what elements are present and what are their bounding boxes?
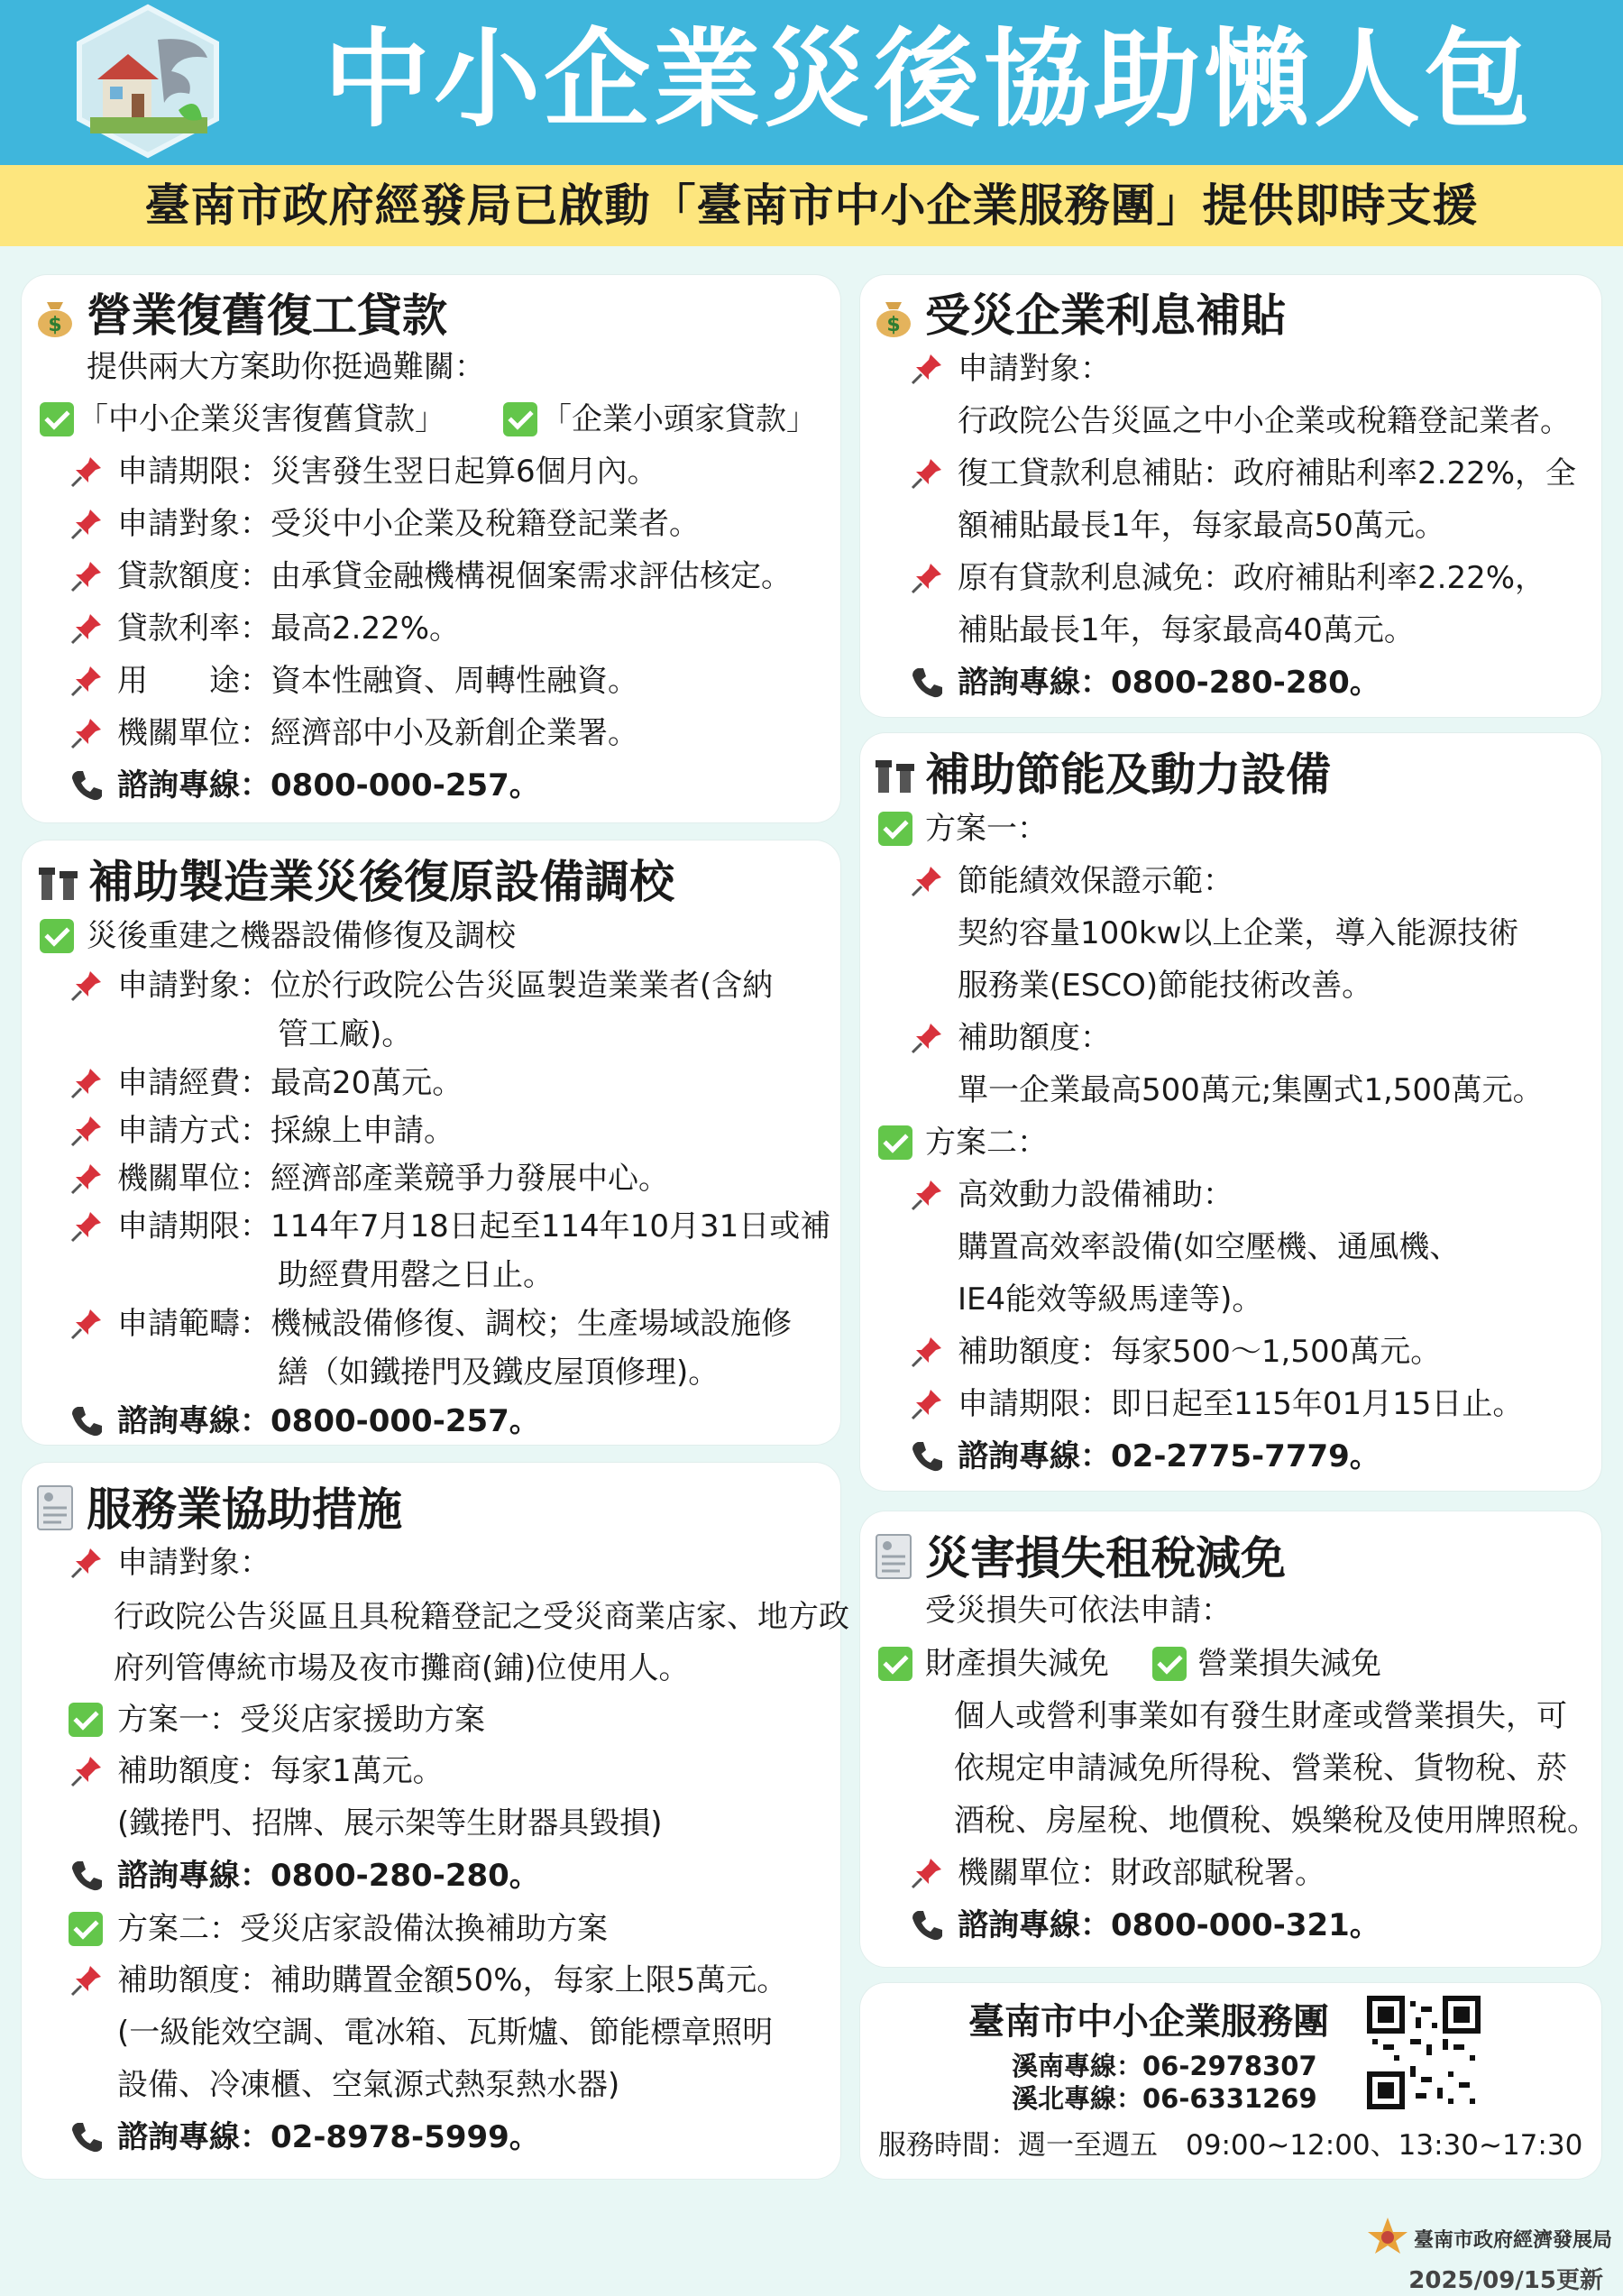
interest-sub2: 原有貸款利息減免：政府補貼利率2.22%， xyxy=(958,560,1546,596)
pushpin-icon xyxy=(69,1545,105,1581)
service-plan1-amount: 補助額度：每家1萬元。 xyxy=(117,1753,444,1789)
pushpin-icon xyxy=(69,1208,105,1244)
interest-target-line: 行政院公告災區之中小企業或稅籍登記業者。 xyxy=(958,403,1571,439)
energy-hotline: 諮詢專線：02-2775-7779。 xyxy=(958,1438,1380,1474)
pushpin-icon xyxy=(909,863,945,899)
service-target: 申請對象： xyxy=(117,1545,270,1581)
mfg-method: 申請方式：採線上申請。 xyxy=(117,1113,454,1149)
mfg-agency: 機關單位：經濟部產業競爭力發展中心。 xyxy=(117,1161,669,1197)
pushpin-icon xyxy=(69,968,105,1004)
footer-org: 臺南市政府經濟發展局 xyxy=(1414,2229,1613,2252)
loan-item: 貸款利率：最高2.22%。 xyxy=(117,611,461,647)
manufacturing-sub: 災後重建之機器設備修復及調校 xyxy=(87,918,516,954)
loan-card xyxy=(22,275,840,822)
tools-icon xyxy=(36,860,81,905)
pushpin-icon xyxy=(69,663,105,699)
disaster-house-logo-icon xyxy=(72,4,224,159)
pushpin-icon xyxy=(909,1855,945,1891)
check-icon xyxy=(69,1912,103,1946)
check-icon xyxy=(503,402,537,436)
loan-item: 機關單位：經濟部中小及新創企業署。 xyxy=(117,715,638,751)
loan-hotline: 諮詢專線：0800-000-257。 xyxy=(117,767,540,804)
service-card xyxy=(22,1463,849,2179)
service-plan2: 方案二：受災店家設備汰換補助方案 xyxy=(117,1911,608,1947)
interest-card xyxy=(860,275,1601,717)
pushpin-icon xyxy=(909,351,945,387)
loan-item: 申請期限：災害發生翌日起算6個月內。 xyxy=(117,454,658,490)
interest-title: 受災企業利息補貼 xyxy=(925,289,1286,342)
phone-icon xyxy=(909,1438,945,1474)
tax-text-line: 依規定申請減免所得稅、營業稅、貨物稅、菸 xyxy=(954,1750,1567,1786)
pushpin-icon xyxy=(69,1065,105,1101)
phone-icon xyxy=(69,1858,105,1894)
service-plan2-amount: 補助額度：補助購置金額50%，每家上限5萬元。 xyxy=(117,1962,788,1998)
pushpin-icon xyxy=(69,1161,105,1197)
tax-hotline: 諮詢專線：0800-000-321。 xyxy=(958,1907,1380,1943)
tax-option: 財產損失減免 xyxy=(925,1646,1109,1682)
qr-code-icon[interactable] xyxy=(1367,1996,1481,2109)
pushpin-icon xyxy=(909,1177,945,1213)
service-title: 服務業協助措施 xyxy=(87,1483,402,1536)
energy-card xyxy=(860,733,1601,1491)
check-icon xyxy=(878,1125,912,1160)
pushpin-icon xyxy=(69,1753,105,1789)
phone-icon xyxy=(69,2119,105,2155)
contact-hours: 服務時間：週一至週五 09:00~12:00、13:30~17:30 xyxy=(878,2129,1583,2162)
check-icon xyxy=(40,402,74,436)
phone-icon xyxy=(69,767,105,804)
energy-p2-line: IE4能效等級馬達等)。 xyxy=(958,1281,1263,1318)
loan-title: 營業復舊復工貸款 xyxy=(87,289,447,342)
energy-p1-line: 契約容量100kw以上企業，導入能源技術 xyxy=(958,915,1519,951)
service-plan2-hotline: 諮詢專線：02-8978-5999。 xyxy=(117,2119,540,2155)
contact-line: 溪北專線：06-6331269 xyxy=(1012,2083,1317,2114)
page-title: 中小企業災後協助懶人包 xyxy=(323,17,1534,142)
document-icon xyxy=(873,1531,914,1582)
svg-text:$: $ xyxy=(48,314,62,336)
service-target-line: 行政院公告災區且具稅籍登記之受災商業店家、地方政 xyxy=(114,1599,849,1635)
energy-p1-amt-head: 補助額度： xyxy=(958,1020,1111,1056)
manufacturing-title: 補助製造業災後復原設備調校 xyxy=(88,856,674,908)
service-plan2-note: (一級能效空調、電冰箱、瓦斯爐、節能標章照明 xyxy=(117,2015,774,2051)
contact-line: 溪南專線：06-2978307 xyxy=(1012,2051,1317,2081)
interest-target: 申請對象： xyxy=(958,351,1111,387)
energy-p1-amt: 單一企業最高500萬元;集團式1,500萬元。 xyxy=(958,1072,1544,1108)
loan-plan1: 「中小企業災害復舊貸款」 xyxy=(78,401,445,437)
energy-p1-head: 節能績效保證示範： xyxy=(958,863,1233,899)
check-icon xyxy=(40,919,74,953)
loan-intro: 提供兩大方案助你挺過難關： xyxy=(87,349,485,385)
interest-sub2-cont: 補貼最長1年，每家最高40萬元。 xyxy=(958,612,1415,648)
money-bag-icon xyxy=(34,293,76,338)
service-target-line: 府列管傳統市場及夜市攤商(鋪)位使用人。 xyxy=(114,1650,690,1686)
document-icon xyxy=(34,1483,76,1533)
phone-icon xyxy=(909,665,945,701)
tax-title: 災害損失租稅減免 xyxy=(925,1532,1286,1584)
energy-p2-line: 購置高效率設備(如空壓機、通風機、 xyxy=(958,1229,1461,1265)
bureau-logo-icon xyxy=(1366,2216,1409,2255)
energy-plan2: 方案二： xyxy=(925,1125,1048,1161)
pushpin-icon xyxy=(69,1306,105,1342)
pushpin-icon xyxy=(69,1113,105,1149)
phone-icon xyxy=(69,1403,105,1439)
contact-title: 臺南市中小企業服務團 xyxy=(968,2001,1329,2043)
footer-date: 2025/09/15更新 xyxy=(1408,2267,1603,2294)
mfg-funding: 申請經費：最高20萬元。 xyxy=(117,1065,463,1101)
pushpin-icon xyxy=(69,506,105,542)
pushpin-icon xyxy=(69,715,105,751)
tax-card xyxy=(860,1511,1601,1967)
phone-icon xyxy=(909,1907,945,1943)
energy-p2-period: 申請期限：即日起至115年01月15日止。 xyxy=(958,1386,1524,1422)
pushpin-icon xyxy=(69,611,105,647)
mfg-scope: 申請範疇：機械設備修復、調校；生產場域設施修 xyxy=(117,1306,792,1342)
pushpin-icon xyxy=(909,560,945,596)
mfg-hotline: 諮詢專線：0800-000-257。 xyxy=(117,1403,540,1439)
mfg-scope-cont: 繕（如鐵捲門及鐵皮屋頂修理)。 xyxy=(278,1355,720,1391)
loan-item: 貸款額度：由承貸金融機構視個案需求評估核定。 xyxy=(117,558,792,594)
interest-sub1-cont: 額補貼最長1年，每家最高50萬元。 xyxy=(958,508,1445,544)
tools-icon xyxy=(873,753,918,798)
energy-p1-line: 服務業(ESCO)節能技術改善。 xyxy=(958,968,1373,1004)
tax-intro: 受災損失可依法申請： xyxy=(925,1593,1232,1629)
check-icon xyxy=(878,812,912,846)
pushpin-icon xyxy=(909,1020,945,1056)
check-icon xyxy=(878,1647,912,1681)
interest-hotline: 諮詢專線：0800-280-280。 xyxy=(958,665,1380,701)
energy-plan1: 方案一： xyxy=(925,811,1048,847)
money-bag-icon xyxy=(873,293,914,338)
mfg-target: 申請對象：位於行政院公告災區製造業業者(含納 xyxy=(117,968,774,1004)
service-plan1-note: (鐵捲門、招牌、展示架等生財器具毀損) xyxy=(117,1805,663,1841)
pushpin-icon xyxy=(69,454,105,490)
energy-p2-amt: 補助額度：每家500～1,500萬元。 xyxy=(958,1334,1442,1370)
svg-text:$: $ xyxy=(886,314,901,336)
pushpin-icon xyxy=(909,455,945,491)
mfg-period-cont: 助經費用罄之日止。 xyxy=(278,1257,554,1293)
pushpin-icon xyxy=(909,1386,945,1422)
check-icon xyxy=(69,1703,103,1737)
energy-p2-head: 高效動力設備補助： xyxy=(958,1177,1233,1213)
loan-item: 申請對象：受災中小企業及稅籍登記業者。 xyxy=(117,506,700,542)
subtitle-bar xyxy=(0,165,1623,246)
check-icon xyxy=(1152,1647,1187,1681)
tax-text-line: 酒稅、房屋稅、地價稅、娛樂稅及使用牌照稅。 xyxy=(954,1803,1598,1839)
mfg-period: 申請期限：114年7月18日起至114年10月31日或補 xyxy=(117,1208,831,1244)
service-plan1: 方案一：受災店家援助方案 xyxy=(117,1702,485,1738)
tax-agency: 機關單位：財政部賦稅署。 xyxy=(958,1855,1325,1891)
energy-title: 補助節能及動力設備 xyxy=(925,748,1331,801)
tax-text-line: 個人或營利事業如有發生財產或營業損失，可 xyxy=(954,1698,1567,1734)
manufacturing-card xyxy=(22,840,840,1445)
pushpin-icon xyxy=(909,1334,945,1370)
page-subtitle: 臺南市政府經發局已啟動「臺南市中小企業服務團」提供即時支援 xyxy=(144,179,1479,232)
header-banner xyxy=(0,0,1623,165)
service-plan2-note: 設備、冷凍櫃、空氣源式熱泵熱水器) xyxy=(117,2067,620,2103)
mfg-target-cont: 管工廠)。 xyxy=(278,1016,413,1052)
pushpin-icon xyxy=(69,1962,105,1998)
contact-card xyxy=(860,1983,1601,2179)
tax-option: 營業損失減免 xyxy=(1197,1646,1381,1682)
service-plan1-hotline: 諮詢專線：0800-280-280。 xyxy=(117,1858,540,1894)
loan-item: 用 途：資本性融資、周轉性融資。 xyxy=(117,663,638,699)
interest-sub1: 復工貸款利息補貼：政府補貼利率2.22%，全 xyxy=(958,455,1577,491)
loan-plan2: 「企業小頭家貸款」 xyxy=(541,401,817,437)
pushpin-icon xyxy=(69,558,105,594)
